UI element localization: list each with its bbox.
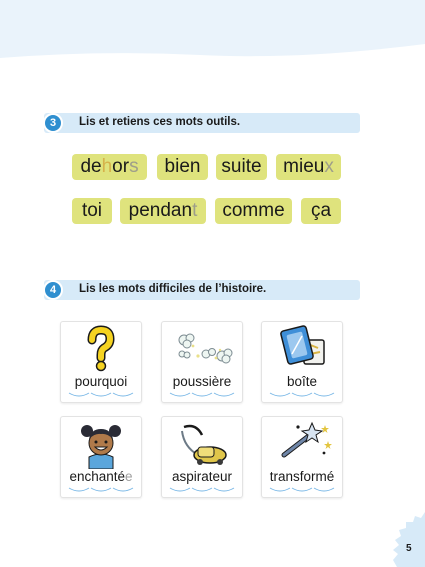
card-label: pourquoi — [74, 374, 128, 389]
section-4-number: 4 — [43, 280, 63, 300]
card-aspirateur — [161, 416, 243, 498]
happy-girl-icon — [61, 417, 141, 469]
page-number: 5 — [406, 543, 412, 554]
reading-arcs — [67, 486, 135, 494]
section-3-header — [44, 113, 360, 133]
word-suite: suite — [216, 154, 267, 180]
card-boite — [261, 321, 343, 403]
magic-wand-icon — [262, 417, 342, 469]
card-label: transformé — [269, 469, 335, 484]
card-transforme — [261, 416, 343, 498]
top-decorative-band — [0, 0, 425, 60]
reading-arcs — [268, 391, 336, 399]
card-pourquoi — [60, 321, 142, 403]
word-dehors: dehors — [72, 154, 147, 180]
word-ca: ça — [301, 198, 341, 224]
question-mark-icon — [61, 322, 141, 374]
page-corner-burst — [375, 512, 425, 567]
card-enchantee — [60, 416, 142, 498]
section-3-title: Lis et retiens ces mots outils. — [79, 116, 241, 128]
section-3-number: 3 — [43, 113, 63, 133]
card-label: boîte — [286, 374, 318, 389]
word-toi: toi — [72, 198, 112, 224]
section-4-header — [44, 280, 360, 300]
word-mieux: mieux — [276, 154, 341, 180]
reading-arcs — [268, 486, 336, 494]
card-label: aspirateur — [171, 469, 233, 484]
dust-cloud-icon — [162, 322, 242, 374]
vacuum-cleaner-icon — [162, 417, 242, 469]
card-poussiere — [161, 321, 243, 403]
word-bien: bien — [157, 154, 208, 180]
card-label: poussière — [172, 374, 232, 389]
word-comme: comme — [215, 198, 292, 224]
card-label: enchantée — [69, 469, 133, 484]
reading-arcs — [168, 391, 236, 399]
section-4-title: Lis les mots difficiles de l’histoire. — [79, 283, 267, 295]
word-pendant: pendant — [120, 198, 206, 224]
open-box-icon — [262, 322, 342, 374]
reading-arcs — [67, 391, 135, 399]
reading-arcs — [168, 486, 236, 494]
